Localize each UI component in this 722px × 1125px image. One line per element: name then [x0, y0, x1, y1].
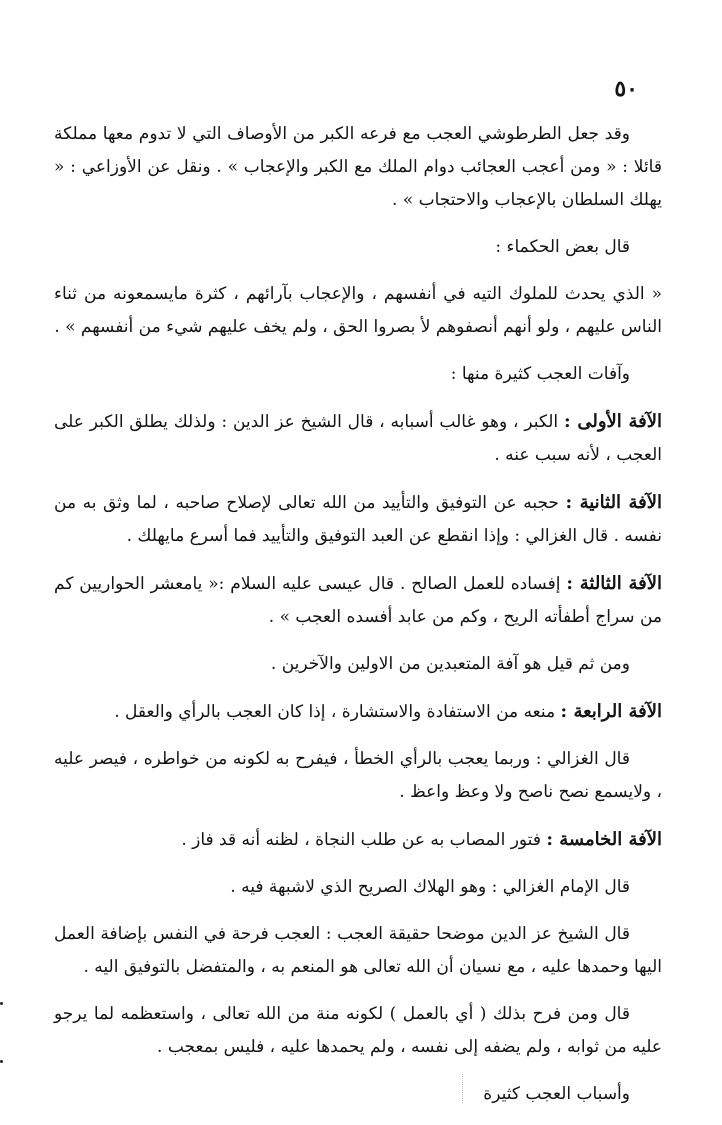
page-number: ٥٠	[614, 76, 638, 102]
paragraph-1: وقد جعل الطرطوشي العجب مع فرعه الكبر من الأوصاف التي لا تدوم معها مملكة قائلا : « ومن أعجب العجائب دوام الملك مع الكبر والإعجاب » . ونقل عن الأوزاعي : « يهلك السلطان بالإعجاب والاحتجاب » .	[54, 124, 662, 210]
paragraph-12: قال الإمام الغزالي : وهو الهلاك الصريح الذي لاشبهة فيه .	[230, 877, 630, 897]
paragraph-9: الآفة الرابعة : منعه من الاستفادة والاستشارة ، إذا كان العجب بالرأي والعقل .	[114, 701, 662, 722]
section-heading-2: الآفة الثانية :	[565, 492, 662, 513]
section-heading-1: الآفة الأولى :	[563, 411, 662, 432]
scan-edge-dot	[0, 1002, 3, 1005]
paragraph-5: الآفة الأولى : الكبر ، وهو غالب أسبابه ، قال الشيخ عز الدين : ولذلك يطلق الكبر على العجب ، لأنه سبب عنه .	[54, 411, 662, 465]
paragraph-3: « الذي يحدث للملوك التيه في أنفسهم ، والإعجاب بآرائهم ، كثرة مايسمعونه من ثناء الناس عليهم ، ولو أنهم أنصفوهم لأ بصروا الحق ، ولم يخف عليهم شيء من أنفسهم » .	[54, 284, 662, 337]
paragraph-8: ومن ثم قيل هو آفة المتعبدين من الاولين والآخرين .	[270, 654, 630, 674]
paragraph-4: وآفات العجب كثيرة منها :	[450, 364, 630, 384]
paragraph-2: قال بعض الحكماء :	[495, 237, 630, 257]
paragraph-11: الآفة الخامسة : فتور المصاب به عن طلب النجاة ، لظنه أنه قد فاز .	[181, 829, 662, 850]
paragraph-13: قال الشيخ عز الدين موضحا حقيقة العجب : العجب فرحة في النفس بإضافة العمل اليها وحمدها عليه ، مع نسيان أن الله تعالى هو المنعم به ، والمتفضل بالتوفيق اليه .	[54, 924, 662, 977]
paragraph-6: الآفة الثانية : حجبه عن التوفيق والتأييد من الله تعالى لإصلاح صاحبه ، لما وثق به من نفسه . قال الغزالي : وإذا انقطع عن العبد التوفيق والتأييد فما أسرع مايهلك .	[54, 492, 662, 546]
body-text	[54, 118, 662, 1125]
paragraph-15: وأسباب العجب كثيرة	[483, 1084, 630, 1104]
paragraph-10: قال الغزالي : وربما يعجب بالرأي الخطأ ، فيفرح به لكونه من خواطره ، فيصر عليه ، ولايسمع نصح ناصح ولا وعظ واعظ .	[54, 749, 662, 802]
paragraph-14: قال ومن فرح بذلك ( أي بالعمل ) لكونه منة من الله تعالى ، واستعظمه لما يرجو عليه من ثوابه ، ولم يضفه إلى نفسه ، ولم يحمدها عليه ، فليس بمعجب .	[54, 1004, 662, 1057]
section-heading-5: الآفة الخامسة :	[546, 829, 662, 850]
section-heading-4: الآفة الرابعة :	[560, 701, 662, 722]
scan-gutter-line	[462, 1074, 464, 1103]
paragraph-7: الآفة الثالثة : إفساده للعمل الصالح . قال عيسى عليه السلام :« يامعشر الحواريين كم من سراج أطفأته الريح ، وكم من عابد أفسده العجب » .	[54, 573, 662, 627]
scan-edge-dot	[0, 1060, 3, 1063]
section-heading-3: الآفة الثالثة :	[566, 573, 662, 594]
